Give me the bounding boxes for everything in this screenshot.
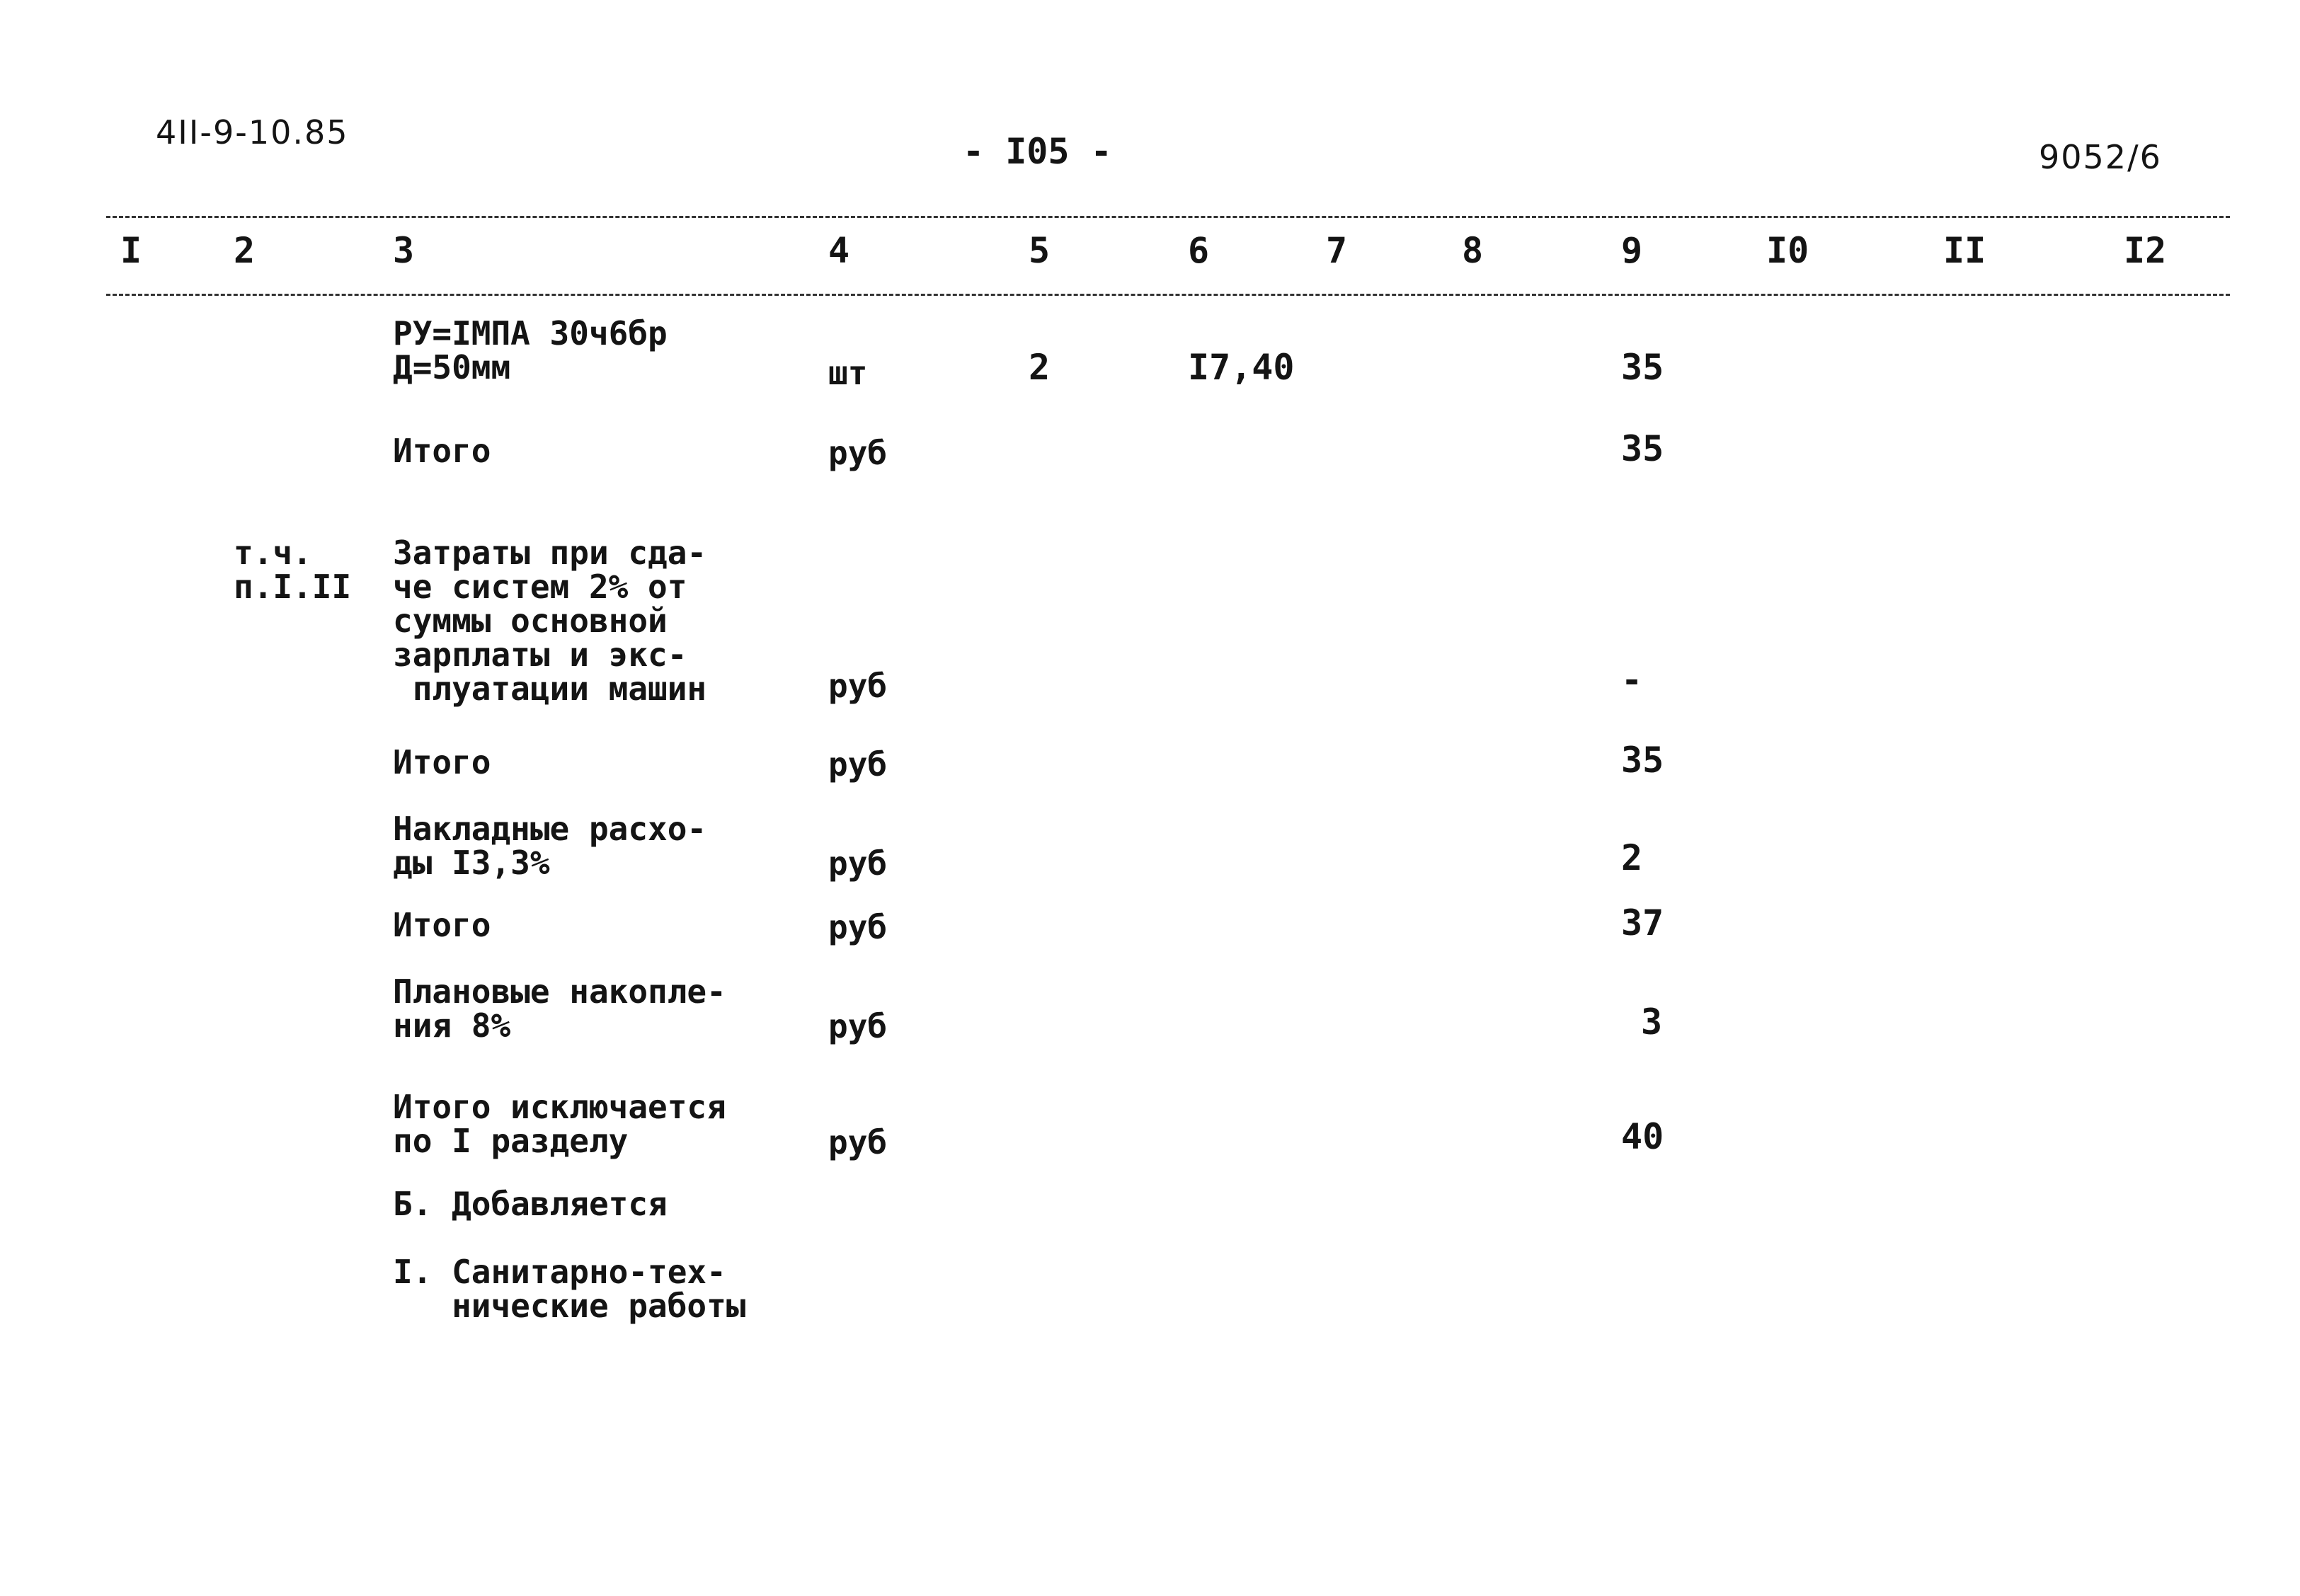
column-header-5: 5 [1029,230,1051,271]
row-description: Затраты при сда- че систем 2% от суммы основной зарплаты и экс- плуатации машин [393,534,707,708]
column-header-9: 9 [1621,230,1643,271]
row-total: 37 [1621,902,1664,943]
row-unit: руб [828,1007,888,1045]
page-number: - I05 - [963,131,1112,172]
row-unit: руб [828,908,888,946]
row-description: Итого [393,906,491,944]
row-description: Плановые накопле- ния 8% [393,972,726,1045]
column-header-10: I0 [1766,230,1809,271]
row-description: Итого исключается по I разделу [393,1088,726,1160]
row-unit: руб [828,745,888,783]
row-total: 2 [1621,837,1643,878]
row-total: 35 [1621,740,1664,781]
column-header-1: I [120,230,142,271]
header-bottom-rule [106,294,2230,296]
column-header-3: 3 [393,230,415,271]
column-header-12: I2 [2124,230,2167,271]
header-top-rule [106,216,2230,218]
row-description: РУ=IМПА 30ч6бр Д=50мм [393,314,668,386]
row-unit: руб [828,434,888,472]
row-reference: т.ч. п.I.II [234,534,352,606]
row-description: Итого [393,743,491,781]
column-header-2: 2 [234,230,256,271]
row-total: 35 [1621,347,1664,388]
row-unit: руб [828,667,888,705]
document-code: 4II-9-10.85 [156,113,349,151]
row-unit: шт [828,354,868,392]
row-total: 3 [1641,1001,1663,1043]
subsection-heading: I. Санитарно-тех- нические работы [393,1253,746,1325]
column-header-7: 7 [1326,230,1348,271]
row-description: Накладные расхо- ды I3,3% [393,810,707,882]
row-quantity: 2 [1029,347,1051,388]
row-total: 40 [1621,1116,1664,1157]
sheet-code: 9052/6 [2039,138,2162,176]
column-header-6: 6 [1188,230,1210,271]
row-unit: руб [828,1123,888,1161]
row-total: 35 [1621,428,1664,469]
row-unit: руб [828,844,888,883]
column-header-11: II [1943,230,1986,271]
section-heading: Б. Добавляется [393,1185,668,1223]
row-total: - [1621,660,1643,701]
column-header-4: 4 [828,230,850,271]
column-header-8: 8 [1462,230,1484,271]
row-description: Итого [393,432,491,470]
row-unit-price: I7,40 [1188,347,1295,388]
